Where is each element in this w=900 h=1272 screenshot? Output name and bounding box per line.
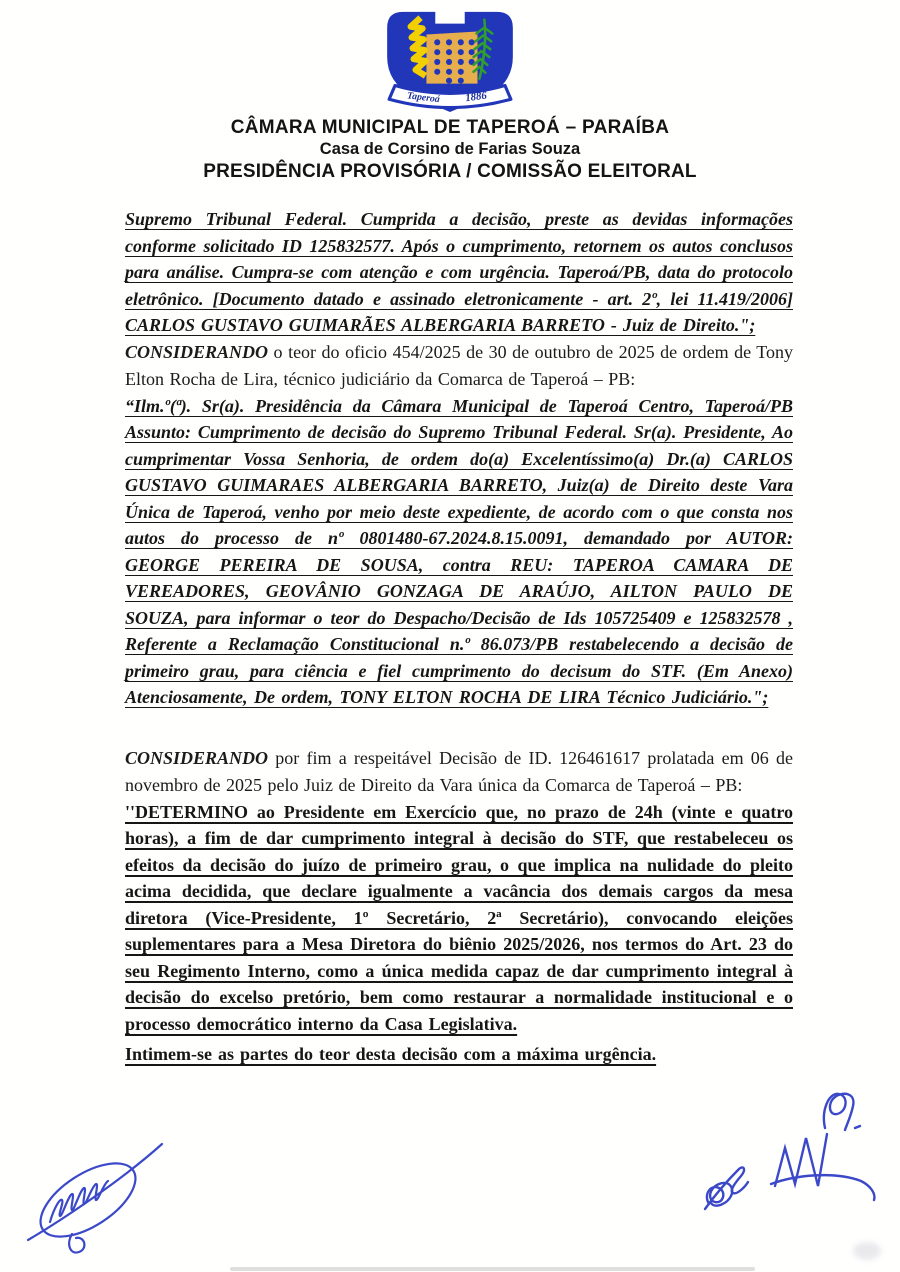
signature-top-dot [855, 1126, 860, 1128]
considerando-keyword-1: CONSIDERANDO [125, 341, 269, 362]
considerando-oficio-paragraph [125, 339, 793, 393]
quoted-oficio-excerpt: “Ilm.º(ª). Sr(a). Presidência da Câmara Municipal de Taperoá Centro, Taperoá/PB Assunto: Cumprimento de decisão do Supremo Tribunal Federal. Sr(a). Presidente, Ao cumprimentar Vossa Senhoria, de ordem do(a) Excelentíssimo(a) Dr.(a) CARLOS GUSTAVO GUIMARAES ALBERGARIA BARRETO, Juiz(a) de Direito deste Vara Única de Taperoá, venho por meio deste expediente, de acordo com o que consta nos autos do processo de nº 0801480-67.2024.8.15.0091, demandado por AUTOR: GEORGE PEREIRA DE SOUSA, contra REU: TAPEROA CAMARA DE VEREADORES, GEOVÂNIO GONZAGA DE ARAÚJO, AILTON PAULO DE SOUZA, para informar o teor do Despacho/Decisão de Ids 105725409 e 125832578 , Referente a Reclamação Constitucional n.º 86.073/PB restabelecendo a decisão de primeiro grau, para ciência e fiel cumprimento do decisum do STF. (Em Anexo) Atenciosamente, De ordem, TONY ELTON ROCHA DE LIRA Técnico Judiciário."; [125, 395, 793, 707]
signature-knot [705, 1167, 748, 1209]
signature-top-loop [824, 1094, 853, 1130]
considerando-decisao-paragraph [125, 745, 793, 799]
considerando-text-1: o teor do oficio 454/2025 de 30 de outubro de 2025 de ordem de Tony Elton Rocha de Lira, técnico judiciário da Comarca de Taperoá – PB: [125, 341, 793, 389]
org-title: CÂMARA MUNICIPAL DE TAPEROÁ – PARAÍBA [230, 117, 670, 138]
org-department: PRESIDÊNCIA PROVISÓRIA / COMISSÃO ELEITORAL [203, 161, 697, 182]
document-body [125, 206, 793, 1068]
considerando-text-2: por fim a respeitável Decisão de ID. 126461617 prolatada em 06 de novembro de 2025 pelo Juiz de Direito da Vara única da Comarca de Taperoá – PB: [125, 747, 793, 795]
signatures-right [675, 1078, 890, 1248]
scan-edge-artifact [230, 1267, 755, 1271]
signature-m-zigzag [775, 1134, 827, 1186]
quoted-stf-decision-excerpt: Supremo Tribunal Federal. Cumprida a decisão, preste as devidas informações conforme solicitado ID 125832577. Após o cumprimento, retornem os autos conclusos para análise. Cumpra-se com atenção e com urgência. Taperoá/PB, data do protocolo eletrônico. [Documento datado e assinado eletronicamente - art. 2º, lei 11.419/2006] CARLOS GUSTAVO GUIMARÃES ALBERGARIA BARRETO - Juiz de Direito."; [125, 209, 793, 335]
crest-building [426, 32, 477, 84]
considerando-keyword-2: CONSIDERANDO [125, 747, 269, 768]
signature-left [10, 1138, 170, 1266]
crest-banner-year: 1886 [464, 89, 488, 105]
determino-order-paragraph: ''DETERMINO ao Presidente em Exercício que, no prazo de 24h (vinte e quatro horas), a fim de dar cumprimento integral à decisão do STF, que restabeleceu os efeitos da decisão do juízo de primeiro grau, o que implica na nulidade do pleito acima decidida, que declare igualmente a vacância dos demais cargos da mesa diretora (Vice-Presidente, 1º Secretário, 2ª Secretário), convocando eleições suplementares para a Mesa Diretora do biênio 2025/2026, nos termos do Art. 23 do seu Regimento Interno, como a única medida capaz de dar cumprimento integral à decisão do excelso pretório, bem como restaurar a normalidade institucional e o processo democrático interno da Casa Legislativa. [125, 801, 793, 1034]
scan-smudge-artifact [853, 1242, 881, 1260]
org-subtitle: Casa de Corsino de Farias Souza [319, 140, 581, 158]
crest-banner-name: Taperoá [406, 90, 441, 106]
letterhead [0, 116, 900, 183]
intimem-order-line: Intimem-se as partes do teor desta decisão com a máxima urgência. [125, 1044, 657, 1064]
municipal-crest-logo [381, 6, 519, 114]
signature-m-flourish [771, 1175, 874, 1200]
